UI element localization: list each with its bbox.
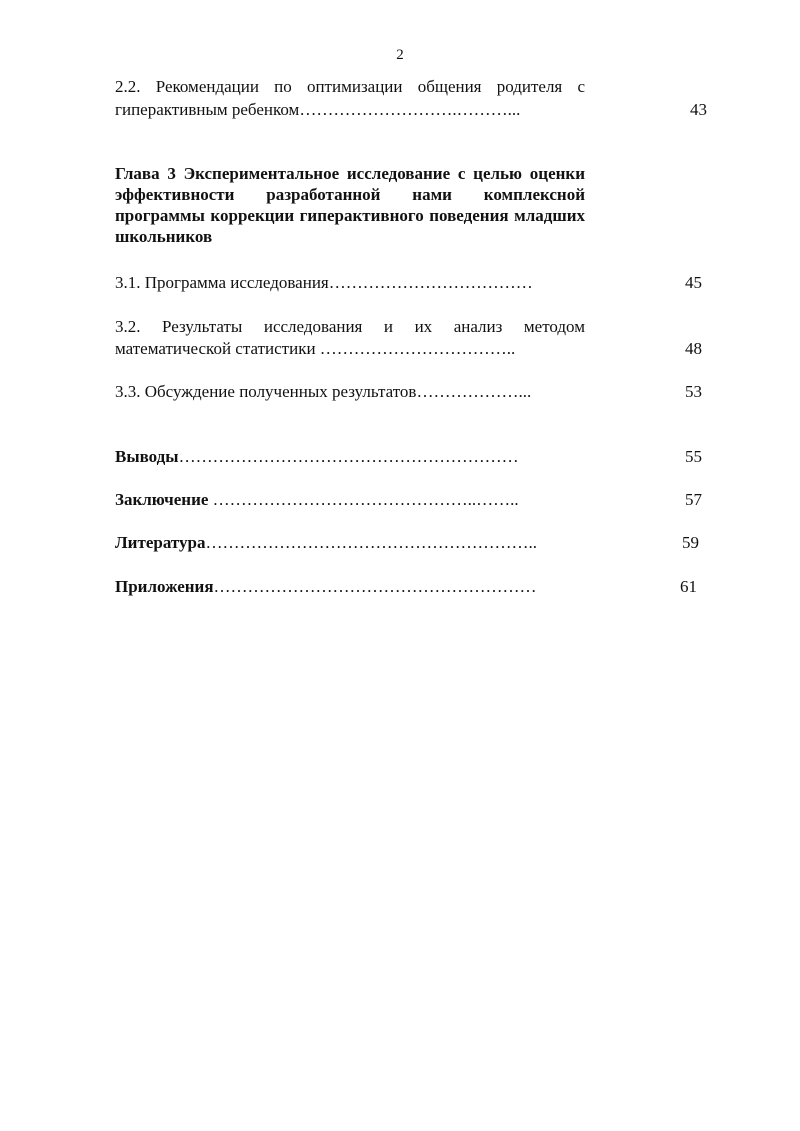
toc-dots: ……………………………………………………	[178, 447, 519, 466]
toc-page-number: 55	[685, 447, 702, 466]
toc-page-number: 45	[685, 273, 702, 292]
toc-dots: …………………………………………………	[213, 577, 537, 596]
toc-page-number: 59	[682, 533, 699, 552]
toc-entry-text: 3.3. Обсуждение полученных результатов………………...	[115, 382, 532, 401]
toc-entry-2-2-line1: 2.2. Рекомендации по оптимизации общения родителя с	[115, 77, 585, 96]
chapter-heading: Глава 3 Экспериментальное исследование с целью оценки эффективности разработанной нами комплексной программы коррекции гиперактивного поведения младших школьников	[115, 164, 585, 246]
toc-entry-label: Выводы	[115, 447, 179, 466]
toc-entry-label: Заключение	[115, 490, 209, 509]
toc-page-number: 57	[685, 490, 702, 509]
toc-entry-label: Литература	[115, 533, 206, 552]
toc-dots: …………………………………………………..	[205, 533, 537, 552]
toc-page-number: 43	[690, 100, 707, 119]
toc-entry-line	[115, 576, 585, 597]
toc-entry-label: Приложения	[115, 577, 214, 596]
toc-entry-2-2-line2: гиперактивным ребенком……………………….………...	[115, 100, 521, 119]
toc-page-number: 48	[685, 339, 702, 358]
toc-entry-3-2-line1: 3.2. Результаты исследования и их анализ методом	[115, 317, 585, 336]
toc-entry-line	[115, 489, 585, 510]
toc-page-number: 53	[685, 382, 702, 401]
toc-entry-line	[115, 532, 585, 553]
toc-entry-line	[115, 446, 585, 467]
toc-page-number: 61	[680, 577, 697, 596]
toc-entry-3-2-line2: математической статистики ……………………………..	[115, 339, 516, 358]
toc-entry-text: 3.1. Программа исследования………………………………	[115, 273, 533, 292]
page-number: 2	[396, 47, 404, 63]
toc-dots: ………………………………………..……..	[208, 490, 519, 509]
